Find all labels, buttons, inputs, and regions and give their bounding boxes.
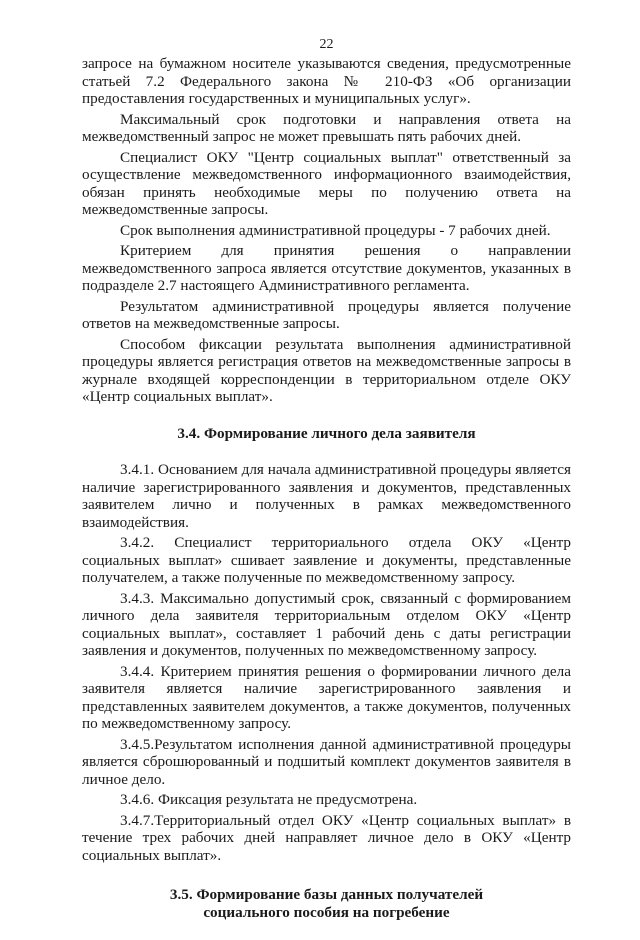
paragraph: запросе на бумажном носителе указываются сведения, предусмотренные статьей 7.2 Федерального закона № 210-ФЗ «Об организации предоставления государственных и муниципальных услуг». <box>82 55 571 107</box>
paragraph: Способом фиксации результата выполнения административной процедуры является регистрация ответов на межведомственные запросы в журнале входящей корреспонденции в территориальном отделе ОКУ «Центр социальных выплат». <box>82 335 571 405</box>
paragraph: Специалист ОКУ "Центр социальных выплат" ответственный за осуществление межведомственного информационного взаимодействия, обязан принять необходимые меры по получению ответа на межведомственные запросы. <box>82 148 571 218</box>
section-heading-3-5-line2: социального пособия на погребение <box>203 903 450 921</box>
paragraph-3-4-4: 3.4.4. Критерием принятия решения о формировании личного дела заявителя является наличие зарегистрированного заявления и представленных заявителем документов, а также документов, полученных по межведомственному запросу. <box>82 662 571 732</box>
paragraph: Срок выполнения административной процедуры - 7 рабочих дней. <box>120 221 551 239</box>
paragraph-3-4-1: 3.4.1. Основанием для начала административной процедуры является наличие зарегистрированного заявления и документов, представленных заявителем лично и полученных в рамках межведомственного взаимодействия. <box>82 461 571 531</box>
paragraph-3-4-6: 3.4.6. Фиксация результата не предусмотрена. <box>120 791 418 808</box>
section-heading-3-5 <box>82 886 571 921</box>
paragraph-3-4-7: 3.4.7.Территориальный отдел ОКУ «Центр социальных выплат» в течение трех рабочих дней направляет личное дело в ОКУ «Центр социальных выплат». <box>82 811 571 864</box>
document-body <box>82 55 571 940</box>
paragraph-3-4-2: 3.4.2. Специалист территориального отдела ОКУ «Центр социальных выплат» сшивает заявление и документы, представленные получателем, а также полученные по межведомственному запросу. <box>82 534 571 586</box>
paragraph: Критерием для принятия решения о направлении межведомственного запроса является отсутствие документов, указанных в подразделе 2.7 настоящего Административного регламента. <box>82 242 571 294</box>
document-page <box>82 0 571 921</box>
paragraph: Максимальный срок подготовки и направления ответа на межведомственный запрос не может превышать пять рабочих дней. <box>82 110 571 145</box>
section-heading-3-4: 3.4. Формирование личного дела заявителя <box>177 424 476 442</box>
page-number: 22 <box>319 37 334 52</box>
paragraph: Результатом административной процедуры является получение ответов на межведомственные запросы. <box>82 297 571 332</box>
paragraph-3-4-3: 3.4.3. Максимально допустимый срок, связанный с формированием личного дела заявителя территориальным отделом ОКУ «Центр социальных выплат», составляет 1 рабочий день с даты регистрации заявления и документов, полученных по межведомственному запросу. <box>82 589 571 659</box>
section-heading-3-5-line1: 3.5. Формирование базы данных получателей <box>169 886 484 903</box>
paragraph-3-4-5: 3.4.5.Результатом исполнения данной административной процедуры является сброшюрованный и подшитый комплект документов заявителя в личное дело. <box>82 735 571 788</box>
